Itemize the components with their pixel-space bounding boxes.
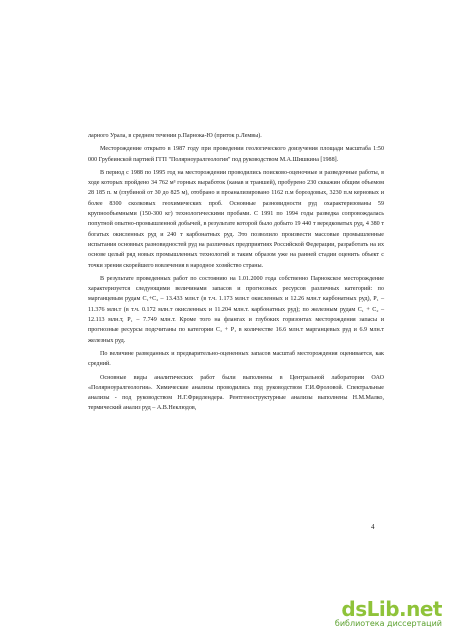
- paragraph-4: В результате проведенных работ по состоянию на 1.01.2000 года собственно Парнокское месторождение характеризуется следующими величинами запасов и прогнозных ресурсов различных категорий: по марганцевым рудам С₁+С₂ – 13.433 млн.т (в т.ч. 1.173 млн.т окисленных и 12.26 млн.т карбонатных руд), Р₁ – 11.376 млн.т (в т.ч. 0.172 млн.т окисленных и 11.204 млн.т. карбонатных руд); по железным рудам С₁ + С₂ – 12.113 млн.т, Р₁ – 7.749 млн.т. Кроме того на флангах и глубоких горизонтах месторождения запасы и прогнозные ресурсы подсчитаны по категории С₁ + Р₁ в количестве 16.6 млн.т марганцевых руд и 6.9 млн.т железных руд.: [88, 275, 384, 344]
- watermark-logo[interactable]: [312, 599, 442, 628]
- logo-subtitle: библиотека диссертаций: [334, 619, 442, 628]
- paragraph-1: ларного Урала, в среднем течении р.Парнока-Ю (приток р.Лемвы).: [88, 133, 262, 139]
- logo-brand: dsLib.net: [341, 597, 442, 621]
- paragraph-3: В период с 1988 по 1995 год на месторождении проводились поисково-оценочные и разведочные работы, в ходе которых пройдено 34 762 м³ горных выработок (канав и траншей), пробурено 230 скважин общим объемом 28 185 п. м (глубиной от 30 до 825 м), отобрано и проанализировано 1162 п.м бороздовых, 3230 п.м керновых и более 8300 сколковых геохимических проб. Основные разновидности руд охарактеризованы 59 крупнообъемными (150-300 кг) технологическими пробами. С 1991 по 1994 годы разведка сопровождалась попутной опытно-промышленной добычей, в результате которой было добыто 19 440 т вередковатых руд, 4 380 т богатых окисленных руд и 240 т карбонатных руд. Это позволило произвести массовые промышленные испытания основных разновидностей руд на различных предприятиях Российской Федерации, разработать на их основе целый ряд новых промышленных технологий и таким образом уже на ранней стадии оценить объект с точки зрения скорейшего вовлечения в народное хозяйство страны.: [88, 169, 384, 269]
- paragraph-5: По величине разведанных и предварительно-оцененных запасов масштаб месторождения оценивается, как средний.: [88, 350, 384, 368]
- page-number: 4: [371, 523, 375, 531]
- paragraph-2: Месторождение открыто в 1987 году при проведении геологического доизучения площади масштаба 1:50 000 Грубеинской партией ГГП "Полярноуралгеология" под руководством М.А.Шишкина [1988].: [88, 146, 384, 163]
- paragraph-6: Основные виды аналитических работ были выполнены в Центральной лаборатории ОАО «Полярноуралгеология». Химические анализы проводились под руководством Г.И.Фроловой. Спектральные анализы - под руководством Н.Г.Фридлендера. Рентгеноструктурные анализы выполнены Н.М.Малко, термический анализ руд – А.В.Неклюдов,: [88, 374, 384, 412]
- document-body: [88, 131, 384, 417]
